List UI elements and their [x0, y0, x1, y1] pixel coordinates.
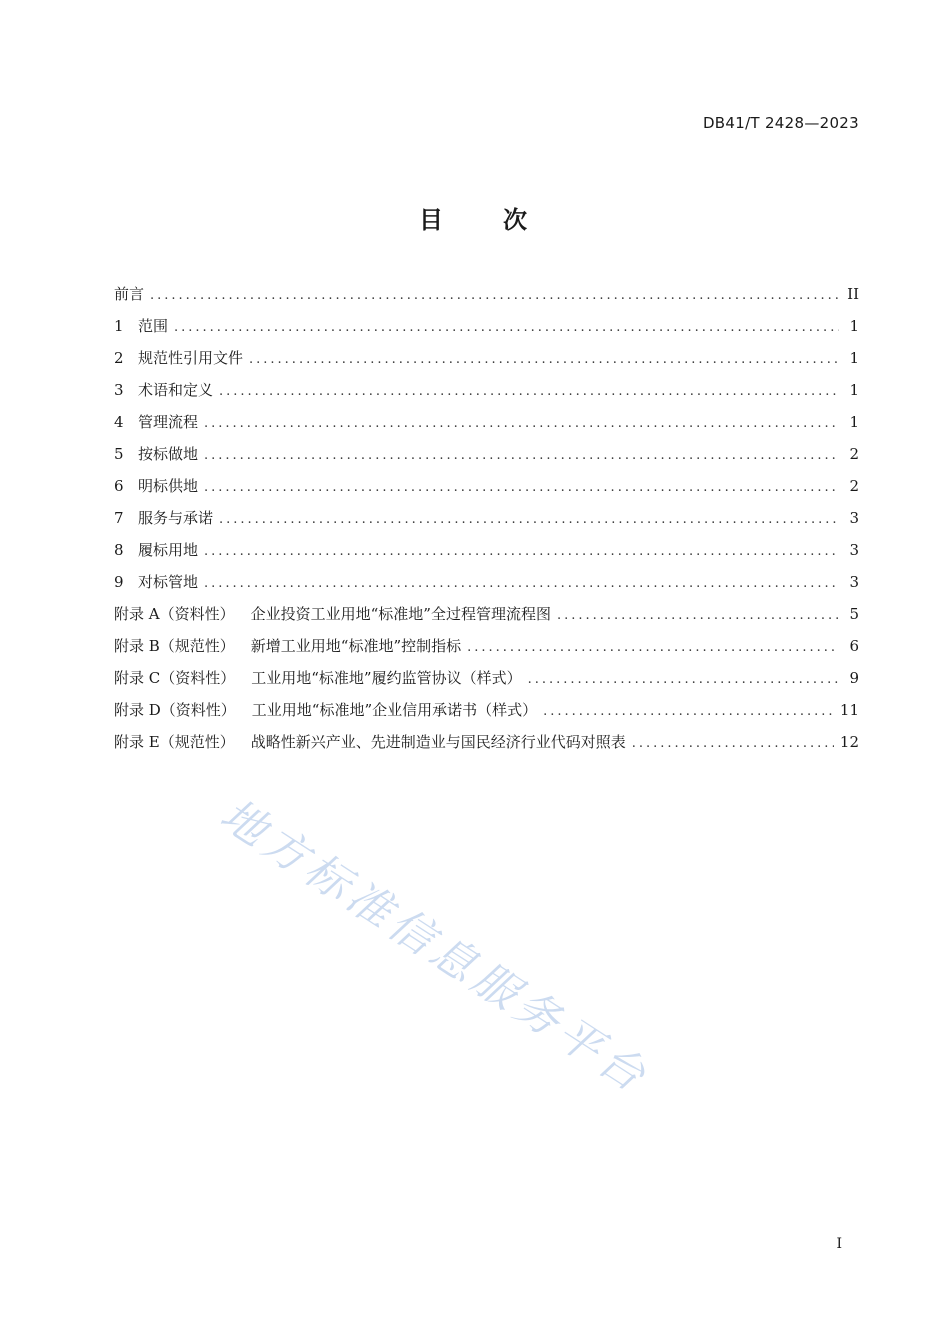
toc-entry-label: 管理流程 — [138, 413, 199, 431]
toc-entry-page: 1 — [849, 317, 859, 335]
toc-entry-page: 9 — [849, 669, 859, 687]
dot-leader — [219, 384, 839, 399]
toc-entry-label: 前言 — [114, 285, 145, 303]
dot-leader — [249, 352, 839, 367]
toc-entry-page: 11 — [839, 701, 859, 719]
toc-entry-page: 2 — [849, 477, 859, 495]
toc-entry-page: 3 — [849, 541, 859, 559]
toc-entry-number: 9 — [114, 573, 124, 591]
toc-entry-page: 6 — [849, 637, 859, 655]
title-char-1: 目 — [419, 206, 447, 234]
toc-entry-number: 2 — [114, 349, 124, 367]
toc-entry-appendix-a[interactable] — [114, 603, 859, 635]
toc-entry-3[interactable] — [114, 379, 859, 411]
toc-entry-label: 术语和定义 — [138, 381, 214, 399]
dot-leader — [528, 672, 839, 687]
watermark: 地方标准信息服务平台 — [211, 789, 659, 1105]
dot-leader — [174, 320, 839, 335]
toc-entry-foreword[interactable] — [114, 283, 859, 315]
dot-leader — [204, 576, 839, 591]
toc-entry-7[interactable] — [114, 507, 859, 539]
appendix-number: 附录 B（规范性） — [114, 637, 235, 655]
toc-entry-number: 8 — [114, 541, 124, 559]
dot-leader — [557, 608, 839, 623]
page-number: I — [836, 1236, 842, 1252]
toc-entry-2[interactable] — [114, 347, 859, 379]
toc-entry-4[interactable] — [114, 411, 859, 443]
toc-entry-page: 12 — [839, 733, 859, 751]
dot-leader — [219, 512, 839, 527]
toc-entry-appendix-d[interactable] — [114, 699, 859, 731]
appendix-number: 附录 E（规范性） — [114, 733, 235, 751]
toc-entry-label: 明标供地 — [138, 477, 199, 495]
toc-entry-number: 6 — [114, 477, 124, 495]
toc-entry-number: 1 — [114, 317, 124, 335]
toc-entry-label: 履标用地 — [138, 541, 199, 559]
toc-entry-5[interactable] — [114, 443, 859, 475]
page-title — [0, 200, 950, 235]
toc-entry-label: 新增工业用地“标准地”控制指标 — [250, 637, 462, 655]
toc-entry-label: 工业用地“标准地”企业信用承诺书（样式） — [251, 701, 538, 719]
toc-entry-page: 5 — [849, 605, 859, 623]
toc-entry-page: 1 — [849, 413, 859, 431]
appendix-number: 附录 C（资料性） — [114, 669, 236, 687]
document-code: DB41/T 2428—2023 — [702, 114, 859, 132]
dot-leader — [204, 480, 839, 495]
toc-entry-page: 1 — [849, 349, 859, 367]
dot-leader — [150, 288, 839, 303]
toc-entry-page: 2 — [849, 445, 859, 463]
toc-entry-page: 3 — [849, 509, 859, 527]
dot-leader — [543, 704, 834, 719]
dot-leader — [204, 448, 839, 463]
toc-entry-label: 规范性引用文件 — [138, 349, 244, 367]
toc-entry-number: 5 — [114, 445, 124, 463]
dot-leader — [204, 416, 839, 431]
toc-entry-page: 3 — [849, 573, 859, 591]
toc-entry-page: 1 — [849, 381, 859, 399]
toc-entry-number: 7 — [114, 509, 124, 527]
toc-entry-1[interactable] — [114, 315, 859, 347]
toc-entry-label: 战略性新兴产业、先进制造业与国民经济行业代码对照表 — [250, 733, 626, 751]
toc-entry-label: 工业用地“标准地”履约监管协议（样式） — [251, 669, 522, 687]
toc-entry-number: 4 — [114, 413, 124, 431]
toc-entry-label: 范围 — [138, 317, 169, 335]
dot-leader — [204, 544, 839, 559]
dot-leader — [632, 736, 834, 751]
toc-entry-label: 按标做地 — [138, 445, 199, 463]
table-of-contents — [114, 283, 859, 763]
appendix-number: 附录 A（资料性） — [114, 605, 235, 623]
toc-entry-appendix-e[interactable] — [114, 731, 859, 763]
toc-entry-8[interactable] — [114, 539, 859, 571]
toc-entry-label: 服务与承诺 — [138, 509, 214, 527]
toc-entry-page: II — [847, 285, 859, 303]
title-char-2: 次 — [503, 206, 531, 234]
dot-leader — [467, 640, 839, 655]
toc-entry-label: 对标管地 — [138, 573, 199, 591]
toc-entry-label: 企业投资工业用地“标准地”全过程管理流程图 — [250, 605, 551, 623]
toc-entry-6[interactable] — [114, 475, 859, 507]
appendix-number: 附录 D（资料性） — [114, 701, 236, 719]
toc-entry-appendix-b[interactable] — [114, 635, 859, 667]
toc-entry-appendix-c[interactable] — [114, 667, 859, 699]
toc-entry-9[interactable] — [114, 571, 859, 603]
toc-entry-number: 3 — [114, 381, 124, 399]
